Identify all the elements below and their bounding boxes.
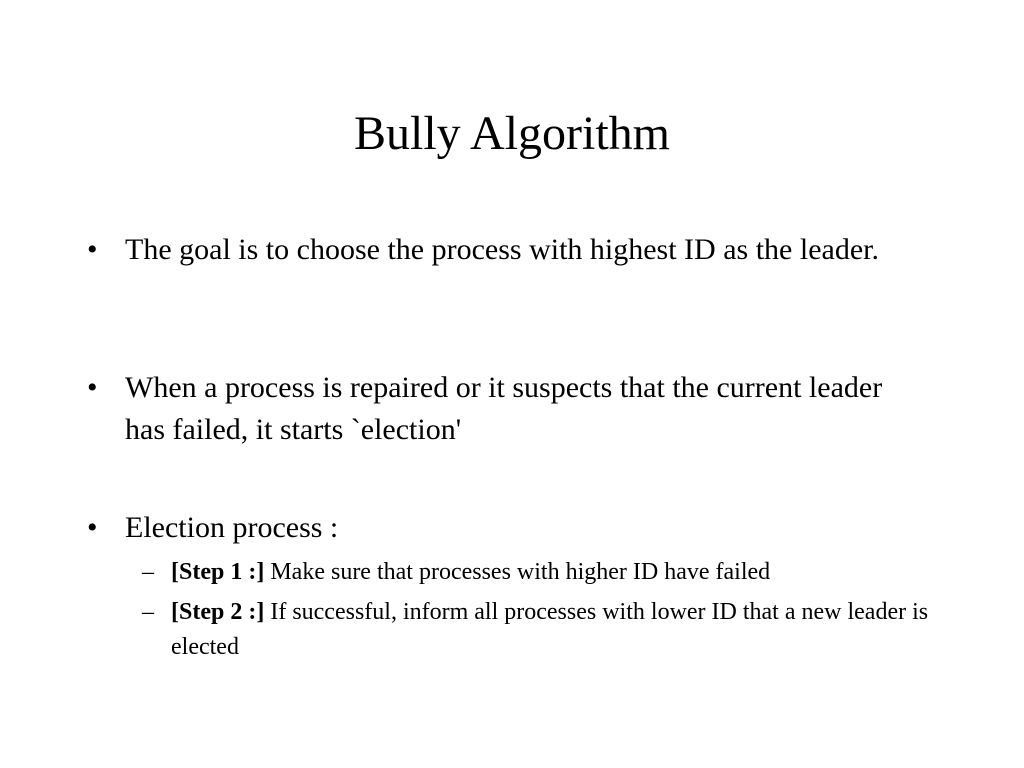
step-text: Make sure that processes with higher ID have failed xyxy=(264,559,771,585)
slide-title: Bully Algorithm xyxy=(353,107,671,160)
step-label: [Step 1 :] xyxy=(171,559,265,585)
bullet-text: Election process : xyxy=(125,511,339,544)
bullet-marker: • xyxy=(87,371,98,404)
step-text: If successful, inform all processes with lower ID that a new leader is elected xyxy=(171,599,929,660)
sub-bullet-content xyxy=(171,555,931,590)
step-label: [Step 2 :] xyxy=(171,599,265,625)
sub-bullet-content xyxy=(171,595,931,665)
bullet-text: The goal is to choose the process with highest ID as the leader. xyxy=(125,233,879,266)
bullet-marker: • xyxy=(87,233,98,266)
bullet-text: When a process is repaired or it suspects that the current leader has failed, it starts `election' xyxy=(125,371,883,446)
bullet-marker: • xyxy=(87,511,98,544)
sub-bullet-marker: – xyxy=(142,559,154,585)
sub-bullet-marker: – xyxy=(142,599,154,625)
